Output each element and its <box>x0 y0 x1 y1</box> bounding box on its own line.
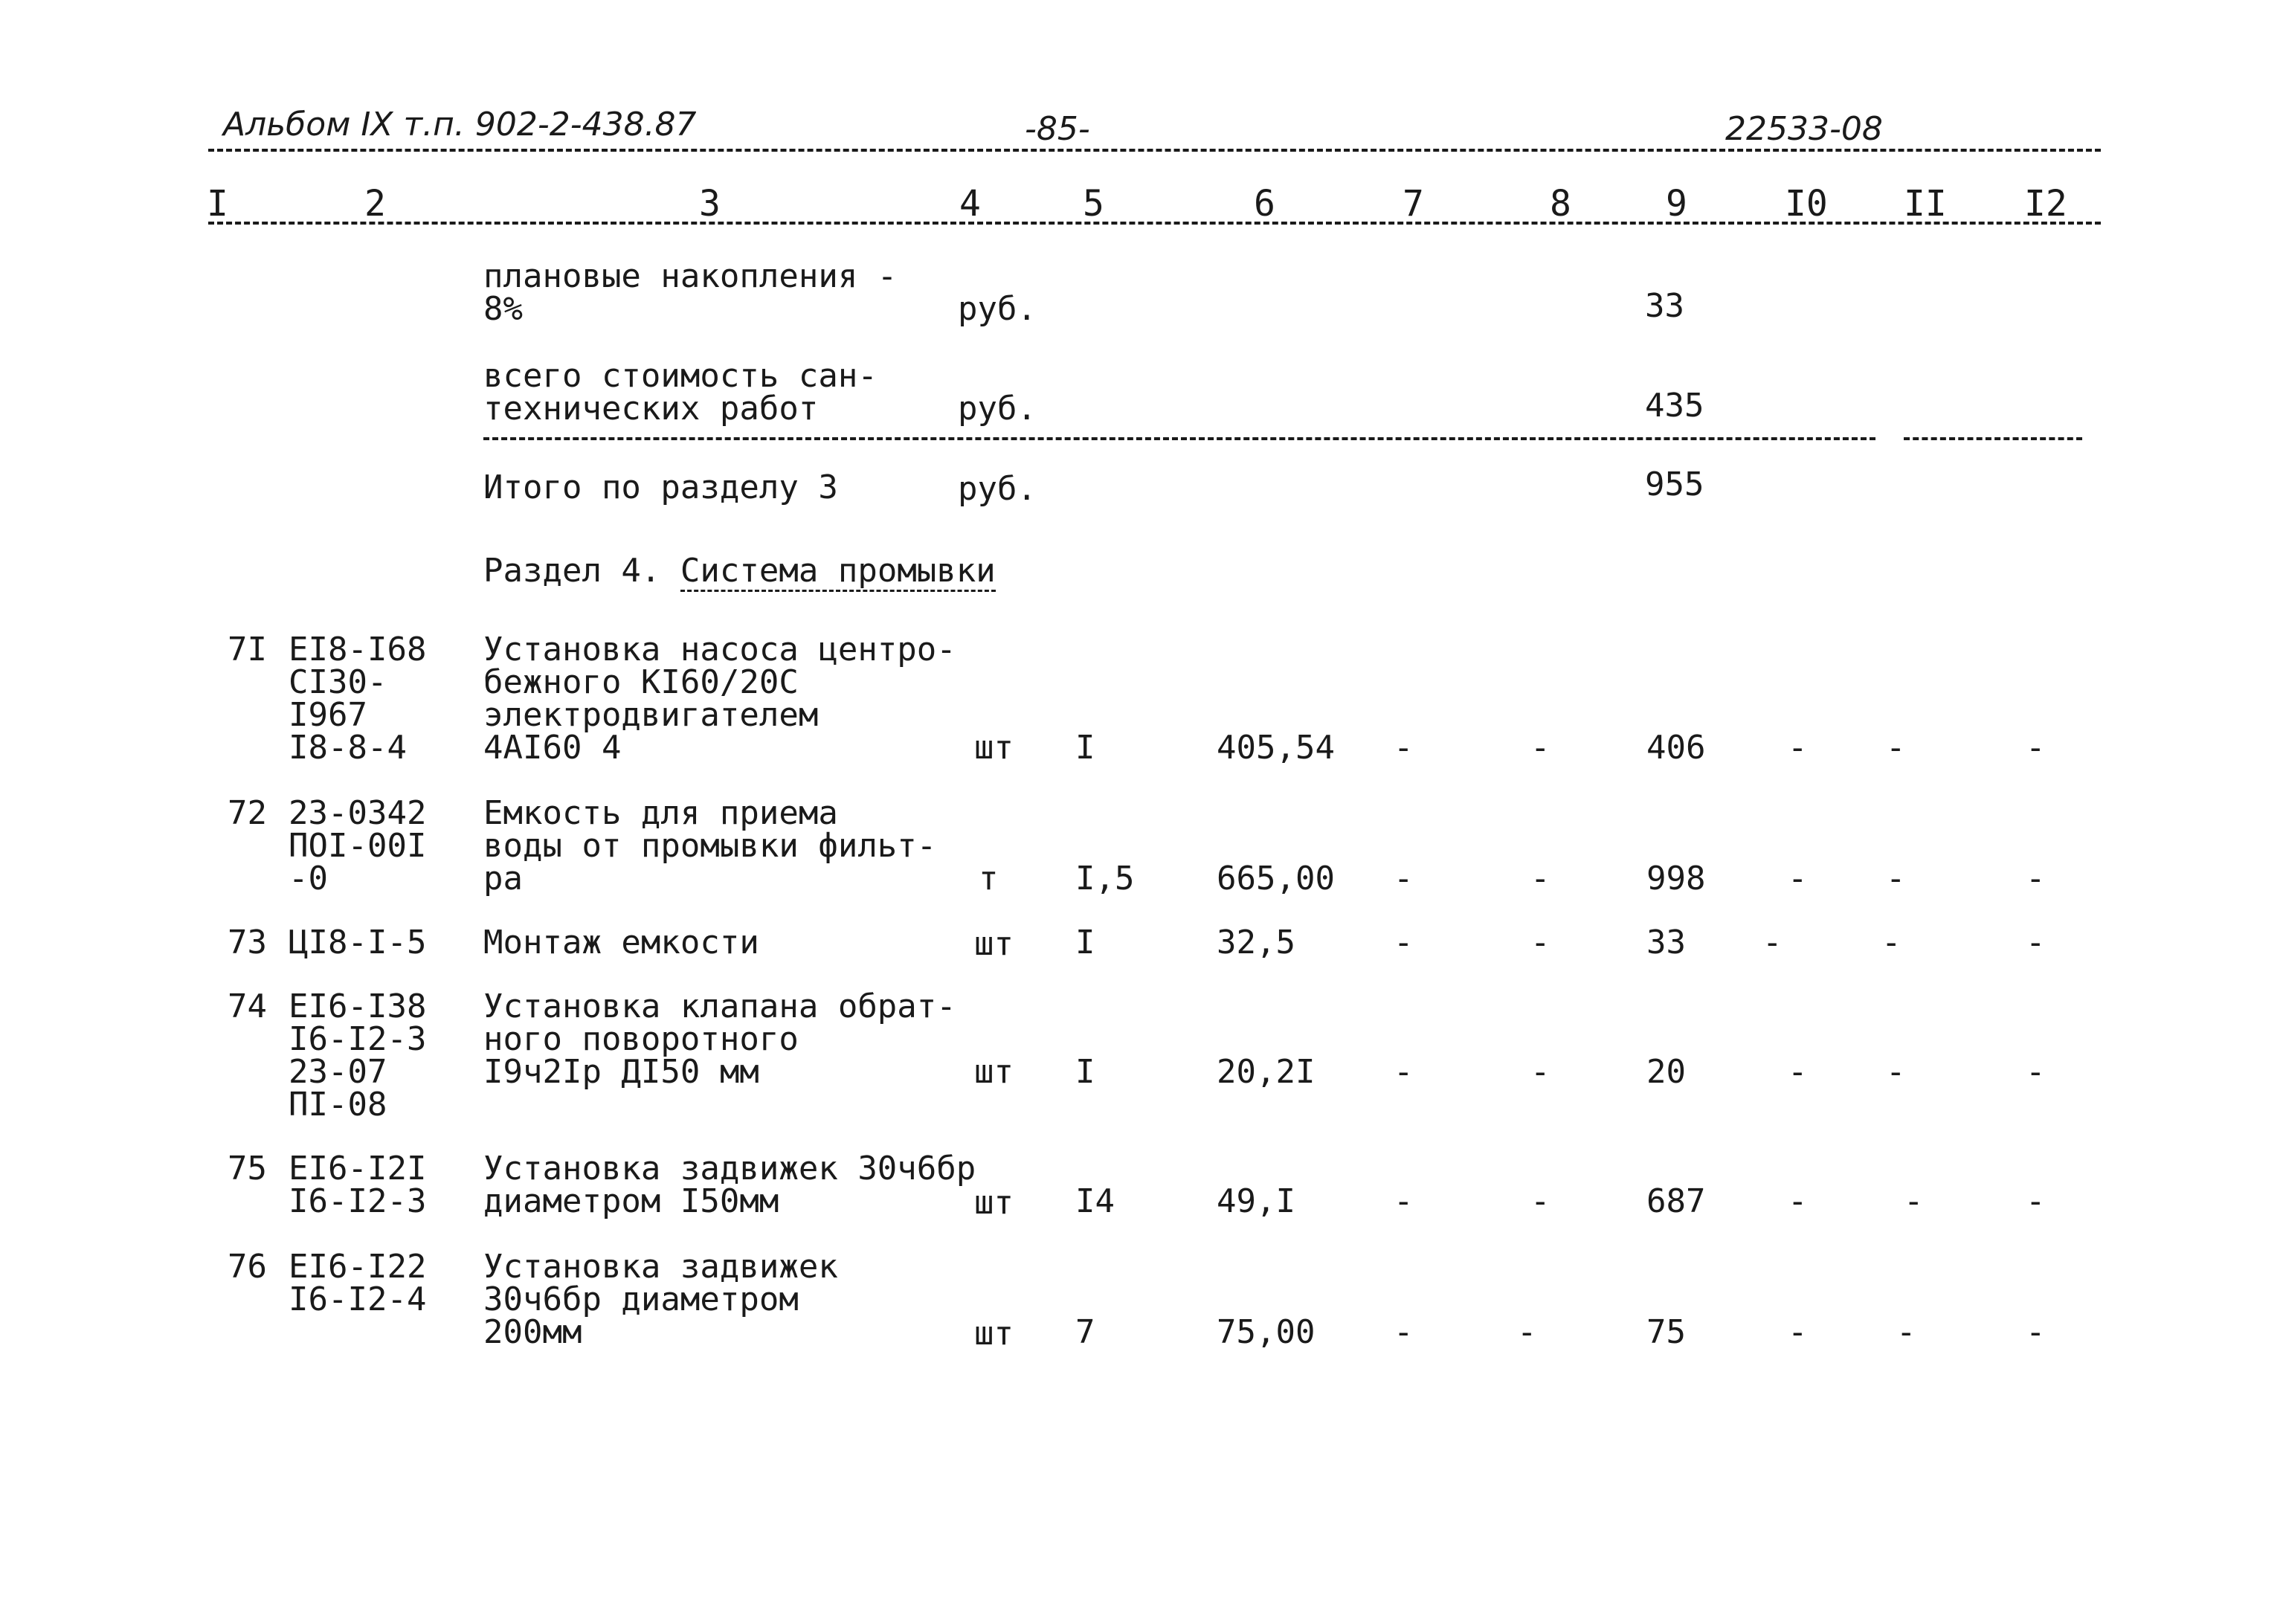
unit-price: 405,54 <box>1217 729 1335 767</box>
column-header: 2 <box>364 183 386 225</box>
rate-code: EI6-I2I I6-I2-3 <box>289 1150 427 1220</box>
quantity: I <box>1075 924 1095 961</box>
cell-c7: - <box>1394 1053 1414 1091</box>
column-header: 3 <box>699 183 721 225</box>
total-cost: 20 <box>1646 1053 1686 1091</box>
total-cost: 75 <box>1646 1313 1686 1351</box>
unit: шт <box>974 1315 1014 1353</box>
quantity: 7 <box>1075 1313 1095 1351</box>
cell-c12: - <box>2026 924 2046 961</box>
album-reference: Альбом IX т.п. 902-2-438.87 <box>223 106 697 144</box>
row-number: 74 <box>228 987 267 1025</box>
total-cost: 998 <box>1646 860 1706 898</box>
unit-price: 20,2I <box>1217 1053 1316 1091</box>
cell-c12: - <box>2026 1053 2046 1091</box>
row-number: 7I <box>228 631 267 668</box>
quantity: I <box>1075 729 1095 767</box>
cell-c7: - <box>1394 924 1414 961</box>
unit: шт <box>974 729 1014 767</box>
summary-total: 33 <box>1645 287 1684 325</box>
total-cost: 33 <box>1646 924 1686 961</box>
unit: шт <box>974 925 1014 963</box>
row-number: 73 <box>228 924 267 961</box>
work-description: Установка насоса центро- бежного КI60/20С электродвигателем 4АI60 4 <box>483 631 956 767</box>
document-number: 22533-08 <box>1725 110 1883 148</box>
cell-c8: - <box>1517 1313 1537 1351</box>
row-number: 75 <box>228 1150 267 1188</box>
work-description: Емкость для приема воды от промывки фильт- ра <box>483 794 937 898</box>
section-prefix: Раздел 4. <box>483 552 661 590</box>
cell-c7: - <box>1394 729 1414 767</box>
cell-c11: - <box>1881 924 1902 961</box>
rate-code: ЦI8-I-5 <box>289 924 427 961</box>
summary-total: 435 <box>1645 387 1704 425</box>
column-header: 4 <box>959 183 981 225</box>
unit-price: 49,I <box>1217 1182 1295 1220</box>
total-cost: 687 <box>1646 1182 1706 1220</box>
summary-rule <box>1904 437 2082 440</box>
quantity: I <box>1075 1053 1095 1091</box>
cell-c11: - <box>1886 1053 1906 1091</box>
cell-c8: - <box>1530 924 1551 961</box>
summary-unit: руб. <box>958 470 1037 508</box>
cell-c10: - <box>1788 729 1808 767</box>
cell-c10: - <box>1788 1053 1808 1091</box>
section-heading <box>483 552 996 590</box>
cell-c12: - <box>2026 1182 2046 1220</box>
cell-c7: - <box>1394 1182 1414 1220</box>
work-description: Монтаж емкости <box>483 924 759 961</box>
column-header: 8 <box>1550 183 1571 225</box>
column-header: 7 <box>1403 183 1424 225</box>
row-number: 72 <box>228 794 267 832</box>
unit: шт <box>974 1053 1014 1091</box>
rate-code: EI8-I68 CI30- I967 I8-8-4 <box>289 631 427 767</box>
page-number: -85- <box>1025 110 1090 148</box>
cell-c12: - <box>2026 860 2046 898</box>
rate-code: 23-0342 ПОI-00I -0 <box>289 794 427 898</box>
section-title: Система промывки <box>680 552 996 592</box>
summary-rule <box>483 437 1875 440</box>
column-header: I <box>207 183 228 225</box>
cell-c10: - <box>1788 860 1808 898</box>
cell-c7: - <box>1394 1313 1414 1351</box>
cell-c8: - <box>1530 1053 1551 1091</box>
cell-c12: - <box>2026 729 2046 767</box>
cell-c7: - <box>1394 860 1414 898</box>
work-description: Установка клапана обрат- ного поворотного I9ч2Iр ДI50 мм <box>483 987 956 1091</box>
row-number: 76 <box>228 1248 267 1286</box>
total-cost: 406 <box>1646 729 1706 767</box>
cell-c10: - <box>1762 924 1783 961</box>
summary-unit: руб. <box>958 290 1037 328</box>
cell-c8: - <box>1530 1182 1551 1220</box>
quantity: I4 <box>1075 1182 1115 1220</box>
cell-c11: - <box>1896 1313 1916 1351</box>
unit: шт <box>974 1184 1014 1222</box>
unit: т <box>979 860 999 898</box>
column-header: I2 <box>2024 183 2067 225</box>
column-header: I0 <box>1785 183 1828 225</box>
column-header: II <box>1904 183 1947 225</box>
header-rule <box>208 149 2101 152</box>
column-header: 6 <box>1254 183 1275 225</box>
summary-label: плановые накопления - 8% <box>483 257 898 328</box>
summary-label: Итого по разделу 3 <box>483 468 838 506</box>
rate-code: EI6-I22 I6-I2-4 <box>289 1248 427 1318</box>
work-description: Установка задвижек 30ч6бр диаметром 200мм <box>483 1248 838 1351</box>
summary-label: всего стоимость сан- технических работ <box>483 357 878 428</box>
cell-c11: - <box>1886 860 1906 898</box>
cell-c10: - <box>1788 1182 1808 1220</box>
unit-price: 665,00 <box>1217 860 1335 898</box>
cell-c10: - <box>1788 1313 1808 1351</box>
cell-c11: - <box>1904 1182 1924 1220</box>
summary-total: 955 <box>1645 465 1704 503</box>
unit-price: 32,5 <box>1217 924 1295 961</box>
column-header: 9 <box>1666 183 1687 225</box>
column-header-rule <box>208 222 2101 225</box>
column-header: 5 <box>1083 183 1104 225</box>
cell-c8: - <box>1530 729 1551 767</box>
unit-price: 75,00 <box>1217 1313 1316 1351</box>
cell-c12: - <box>2026 1313 2046 1351</box>
work-description: Установка задвижек 30ч6бр диаметром I50мм <box>483 1150 976 1220</box>
quantity: I,5 <box>1075 860 1135 898</box>
summary-unit: руб. <box>958 390 1037 428</box>
rate-code: EI6-I38 I6-I2-3 23-07 ПI-08 <box>289 987 427 1124</box>
cell-c11: - <box>1886 729 1906 767</box>
cell-c8: - <box>1530 860 1551 898</box>
